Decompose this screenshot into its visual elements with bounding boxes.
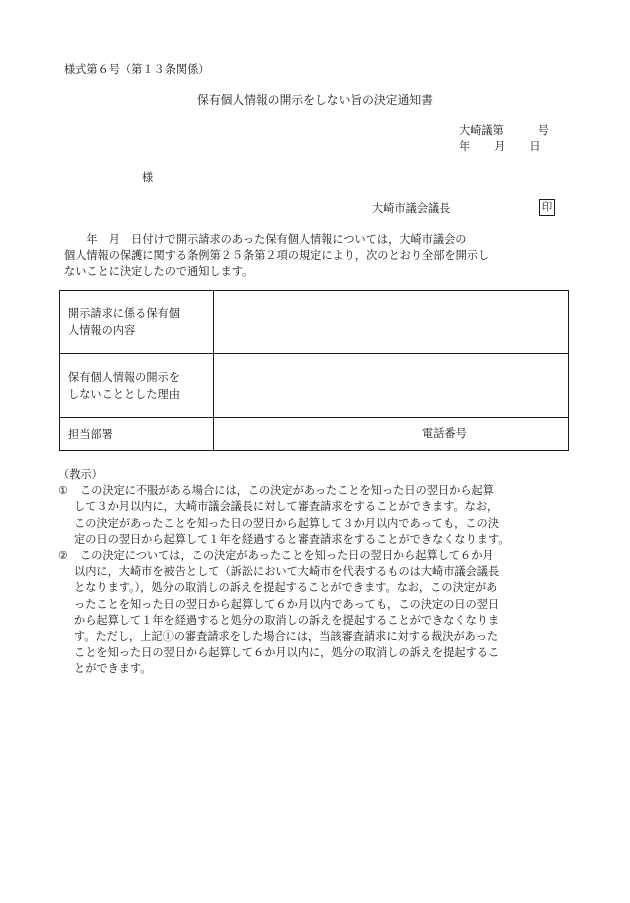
reference-number — [459, 125, 549, 136]
note-mark: ① — [58, 484, 69, 498]
reference-suffix: 号 — [537, 124, 549, 137]
issue-date — [459, 141, 541, 152]
instructions-heading: （教示） — [58, 468, 103, 481]
addressee: 様 — [142, 171, 154, 184]
document-title: 保有個人情報の開示をしない旨の決定通知書 — [197, 93, 433, 107]
note-line: 以内に，大崎市を被告として（訴訟において大崎市を代表するものは大崎市議会議長 — [74, 565, 500, 579]
seal-mark: 印 — [539, 199, 555, 216]
reason-label: 保有個人情報の開示を しないこととした理由 — [60, 354, 214, 418]
note-line: とができます。 — [74, 662, 152, 676]
note-line: となります。），処分の取消しの訴えを提起することができます。なお，この決定があ — [74, 581, 498, 595]
note-line: ったことを知った日の翌日から起算して６か月以内であっても，この決定の日の翌日 — [74, 597, 500, 611]
note-item: ① この決定に不服がある場合には，この決定があったことを知った日の翌日から起算 — [58, 483, 509, 499]
note-mark: ② — [58, 549, 69, 563]
body-line: ないことに決定したので通知します。 — [64, 265, 254, 279]
department-label: 担当部署 — [60, 418, 214, 451]
table-row — [60, 354, 569, 418]
date-year: 年 — [459, 140, 471, 153]
content-label: 開示請求に係る保有個 人情報の内容 — [60, 291, 214, 354]
phone-label: 電話番号 — [214, 418, 569, 451]
info-table — [59, 290, 569, 451]
note-line: す。ただし，上記①の審査請求をした場合には，当該審査請求に対する裁決があった — [74, 630, 499, 644]
date-month: 月 — [494, 140, 506, 153]
body-text — [64, 232, 574, 281]
form-number: 様式第６号（第１３条関係） — [64, 63, 210, 76]
body-line: 年 月 日付けで開示請求のあった保有個人情報については，大崎市議会の — [64, 233, 467, 246]
instructions — [58, 467, 509, 678]
note-line: して３か月以内に，大崎市議会議長に対して審査請求をすることができます。なお， — [74, 500, 499, 514]
body-line: 個人情報の保護に関する条例第２５条第２項の規定により，次のとおり全部を開示し — [64, 249, 490, 263]
date-day: 日 — [529, 140, 541, 153]
content-value — [214, 291, 569, 354]
note-line: から起算して１年を経過すると処分の取消しの訴えを提起することができなくなりま — [74, 613, 500, 627]
sender-name: 大崎市議会議長 — [372, 202, 451, 215]
note-line: ことを知った日の翌日から起算して６か月以内に，処分の取消しの訴えを提起するこ — [74, 646, 500, 660]
note-line: 定の日の翌日から起算して１年を経過すると審査請求をすることができなくなります。 — [74, 532, 510, 546]
note-line: この決定があったことを知った日の翌日から起算して３か月以内であっても，この決 — [74, 516, 499, 530]
table-row — [60, 291, 569, 354]
reason-value — [214, 354, 569, 418]
note-item: ② この決定については，この決定があったことを知った日の翌日から起算して６か月 — [58, 548, 509, 564]
table-row — [60, 418, 569, 451]
reference-prefix: 大崎議第 — [459, 124, 504, 137]
